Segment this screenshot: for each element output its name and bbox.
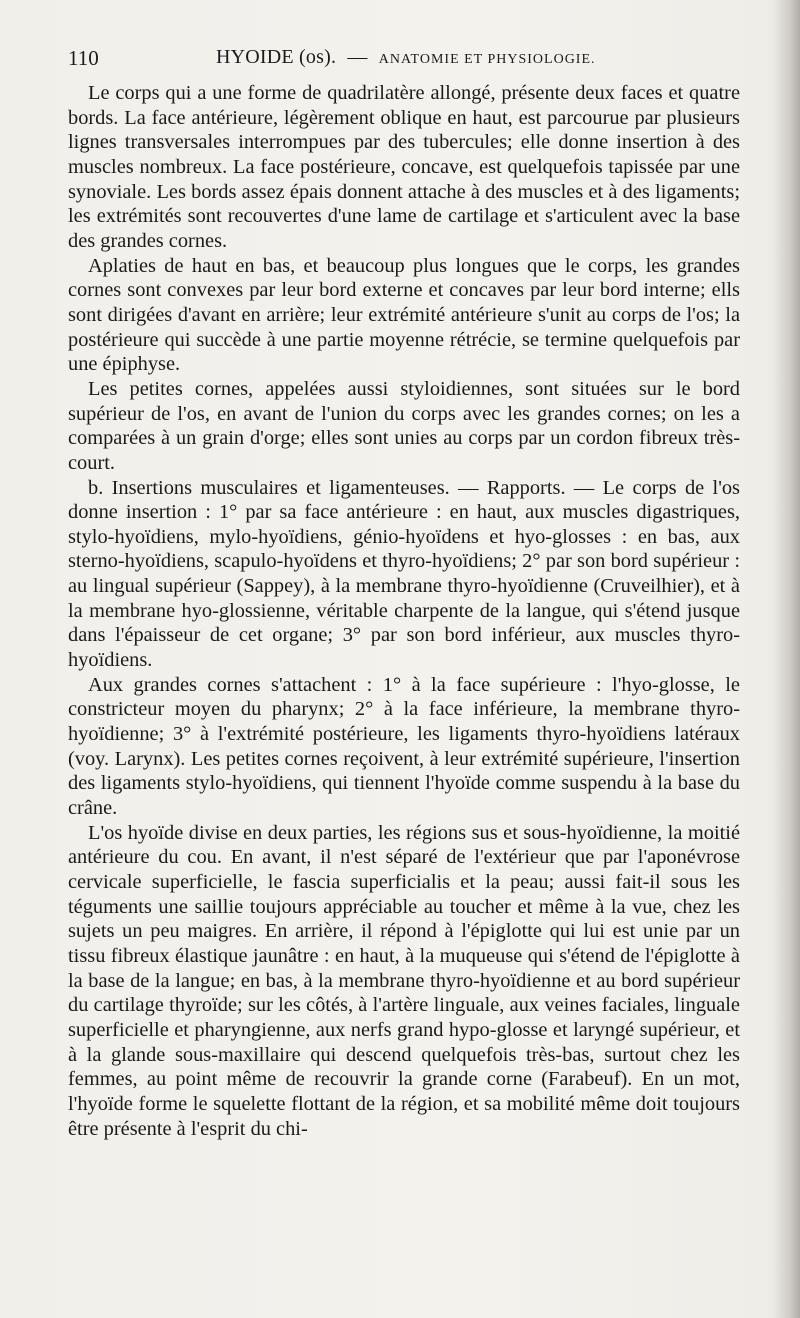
paragraph-petites-cornes: Les petites cornes, appelées aussi styloidiennes, sont situées sur le bord supérieur de l'os, en avant de l'union du corps avec les grandes cornes; on les a comparées à un grain d'orge; elles sont unies au corps par un cordon fibreux très-court. (68, 377, 740, 474)
paragraph-rapports: L'os hyoïde divise en deux parties, les régions sus et sous-hyoïdienne, la moitié antérieure du cou. En avant, il n'est séparé de l'extérieur que par l'aponévrose cervicale superficielle, le fascia superficialis et la peau; aussi fait-il sous les téguments une saillie toujours appréciable au toucher et même à la vue, chez les sujets un peu maigres. En arrière, il répond à l'épiglotte qui lui est unie par un tissu fibreux élastique jaunâtre : en haut, à la muqueuse qui s'étend de l'épiglotte à la base de la langue; en bas, à la membrane thyro-hyoïdienne et au bord supérieur du cartilage thyroïde; sur les côtés, à l'artère linguale, aux veines faciales, linguale superficielle et pharyngienne, aux nerfs grand hypo-glosse et laryngé supérieur, et à la glande sous-maxillaire qui descend quelquefois très-bas, surtout chez les femmes, au point même de recouvrir la grande corne (Farabeuf). En un mot, l'hyoïde forme le squelette flottant de la région, et sa mobilité même doit toujours être présente à l'esprit du chi- (68, 821, 740, 1140)
body-text (68, 81, 740, 1141)
paragraph-corps: Le corps qui a une forme de quadrilatère allongé, présente deux faces et quatre bords. La face antérieure, légèrement oblique en haut, est parcourue par plusieurs lignes transversales interrompues par des tubercules; elle donne insertion à des muscles nombreux. La face postérieure, concave, est quelquefois tapissée par une synoviale. Les bords assez épais donnent attache à des muscles et à des ligaments; les extrémités sont recouvertes d'une lame de cartilage et s'articulent avec la base des grandes cornes. (68, 82, 740, 252)
running-title-section: ANATOMIE ET PHYSIOLOGIE. (378, 52, 596, 67)
running-title-dash: — (347, 46, 368, 68)
page-number: 110 (68, 46, 99, 70)
running-title-main: HYOIDE (os). (216, 46, 337, 68)
paragraph-insertions: b. Insertions musculaires et ligamenteuses. — Rapports. — Le corps de l'os donne insertion : 1° par sa face antérieure : en haut, aux muscles digastriques, stylo-hyoïdiens, mylo-hyoïdiens, génio-hyoïdens et hyo-glosses : en bas, aux sterno-hyoïdiens, scapulo-hyoïdens et thyro-hyoïdiens; 2° par son bord supérieur : au lingual supérieur (Sappey), à la membrane thyro-hyoïdienne (Cruveilhier), et à la membrane hyo-glossienne, véritable charpente de la langue, qui s'étend jusque dans l'épaisseur de cet organe; 3° par son bord inférieur, aux muscles thyro-hyoïdiens. (68, 476, 740, 672)
paragraph-grandes-cornes-attaches: Aux grandes cornes s'attachent : 1° à la face supérieure : l'hyo-glosse, le constricteur moyen du pharynx; 2° à la face inférieure, la membrane thyro-hyoïdienne; 3° à l'extrémité postérieure, les ligaments thyro-hyoïdiens latéraux (voy. Larynx). Les petites cornes reçoivent, à leur extrémité supérieure, l'insertion des ligaments stylo-hyoïdiens, qui tiennent l'hyoïde comme suspendu à la base du crâne. (68, 673, 740, 820)
running-header (68, 46, 768, 76)
page-edge-shadow (774, 0, 800, 1318)
paragraph-grandes-cornes: Aplaties de haut en bas, et beaucoup plus longues que le corps, les grandes cornes sont convexes par leur bord externe et concaves par leur bord interne; ells sont dirigées d'avant en arrière; leur extrémité antérieure s'unit au corps de l'os; la postérieure qui succède à une partie moyenne rétrécie, se termine quelquefois par une épiphyse. (68, 254, 740, 376)
running-title (216, 46, 596, 69)
